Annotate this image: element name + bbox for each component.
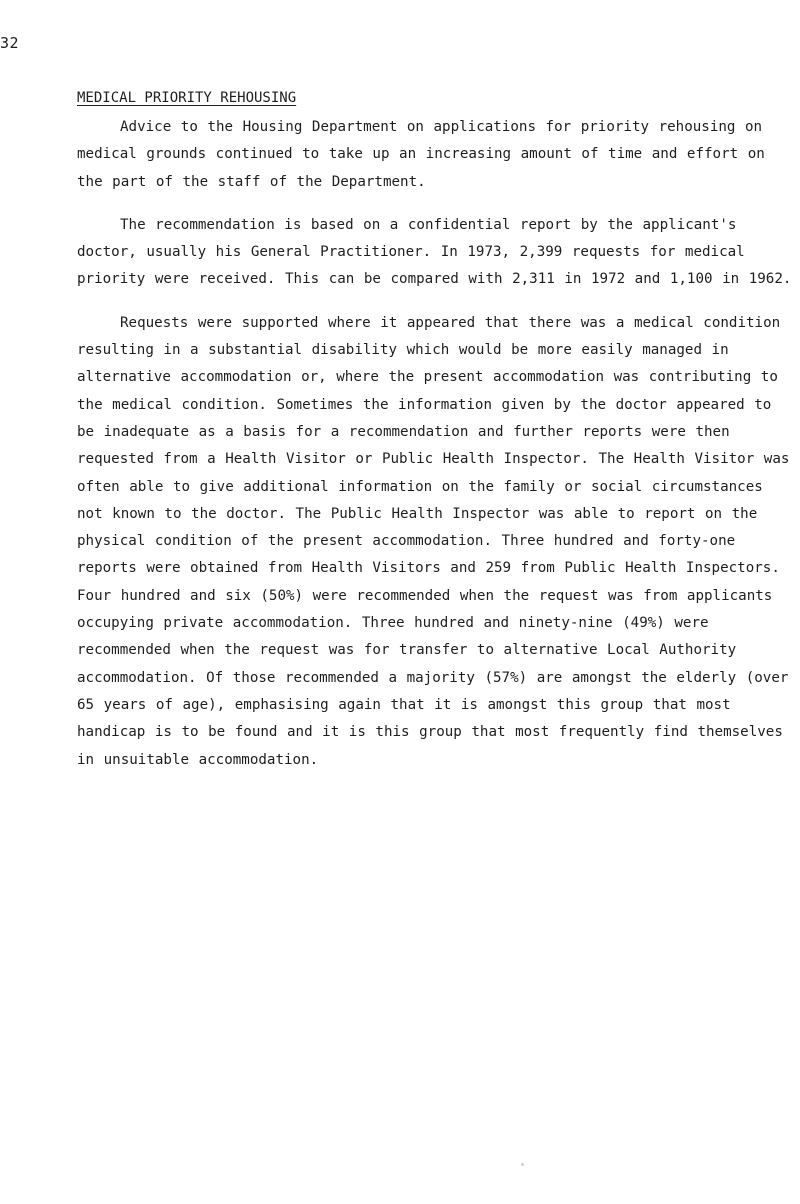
scan-speck — [521, 1163, 524, 1166]
section-heading: MEDICAL PRIORITY REHOUSING — [77, 90, 297, 106]
paragraph-recommendation: The recommendation is based on a confidential report by the applicant's doctor, usually his General Practitioner. In 1973, 2,399 requests for medical priority were received. This can be compared with 2,311 in 1972 and 1,100 in 1962. — [77, 216, 792, 288]
paragraph-intro: Advice to the Housing Department on applications for priority rehousing on medical grounds continued to take up an increasing amount of time and effort on the part of the staff of the Department. — [77, 119, 765, 190]
body-text — [77, 114, 793, 774]
paragraph-requests: Requests were supported where it appeared that there was a medical condition resulting in a substantial disability which would be more easily managed in alternative accommodation or, where the present accommodation was contributing to the medical condition. Sometimes the information given by the doctor appeared to be inadequate as a basis for a recommendation and further reports were then requested from a Health Visitor or Public Health Inspector. The Health Visitor was often able to give additional information on the family or social circumstances not known to the doctor. The Public Health Inspector was able to report on the physical condition of the present accommodation. Three hundred and forty-one reports were obtained from Health Visitors and 259 from Public Health Inspectors. Four hundred and six (50%) were recommended when the request was from applicants occupying private accommodation. Three hundred and ninety-nine (49%) were recommended when the request was for transfer to alternative Local Authority accommodation. Of those recommended a majority (57%) are amongst the elderly (over 65 years of age), emphasising again that it is amongst this group that most handicap is to be found and it is this group that most frequently find themselves in unsuitable accommodation. — [77, 314, 790, 768]
page-number: 32 — [0, 34, 20, 52]
